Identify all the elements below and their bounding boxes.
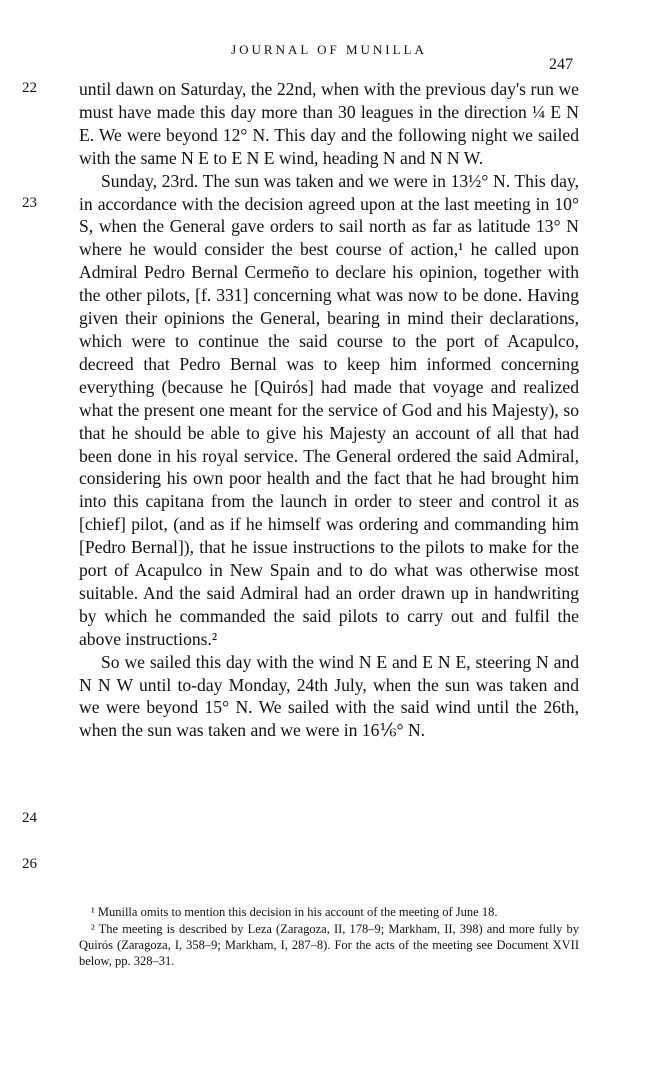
margin-date-26: 26 [22, 856, 37, 872]
page-number: 247 [549, 56, 573, 73]
footnote-1: ¹ Munilla omits to mention this decision in his account of the meeting of June 18. [91, 905, 498, 919]
paragraph-1: until dawn on Saturday, the 22nd, when with the previous day's run we must have made this day more than 30 leagues in the direction ¼ E N E. We were beyond 12° N. This day and the following night we sailed with the same N E to E N E wind, heading N and N N W. [79, 79, 579, 168]
margin-date-24: 24 [22, 810, 37, 826]
body-text [79, 78, 579, 742]
paragraph-3: So we sailed this day with the wind N E and E N E, steering N and N N W until to-day Monday, 24th July, when the sun was taken and we were beyond 15° N. We sailed with the said wind until the 26th, when the sun was taken and we were in 16⅙° N. [79, 651, 579, 741]
footnote-2: ² The meeting is described by Leza (Zaragoza, II, 178–9; Markham, II, 398) and more fully by Quirós (Zaragoza, I, 358–9; Markham, I, 287–8). For the acts of the meeting see Document XVII below, pp. 328–31. [79, 922, 579, 968]
running-head: JOURNAL OF MUNILLA [231, 42, 427, 57]
footnotes [79, 904, 579, 970]
margin-date-23: 23 [22, 195, 37, 211]
margin-date-22: 22 [22, 80, 37, 96]
paragraph-2: Sunday, 23rd. The sun was taken and we were in 13½° N. This day, in accordance with the decision agreed upon at the last meeting in 10° S, when the General gave orders to sail north as far as latitude 13° N where he would consider the best course of action,¹ he called upon Admiral Pedro Bernal Cermeño to declare his opinion, together with the other pilots, [f. 331] concerning what was now to be done. Having given their opinions the General, bearing in mind their declarations, which were to continue the said course to the port of Acapulco, decreed that Pedro Bernal was to keep him informed concerning everything (because he [Quirós] had made that voyage and realized what the present one meant for the service of God and his Majesty), so that he should be able to give his Majesty an account of all that had been done in his royal service. The General ordered the said Admiral, considering his own poor health and the fact that he had brought him into this capitana from the launch in order to steer and control it as [chief] pilot, (and as if he himself was ordering and commanding him [Pedro Bernal]), that he issue instructions to the pilots to make for the port of Acapulco in New Spain and to do what was otherwise most suitable. And the said Admiral had an order drawn up in handwriting by which he commanded the said pilots to carry out and fulfil the above instructions.² [79, 170, 579, 649]
